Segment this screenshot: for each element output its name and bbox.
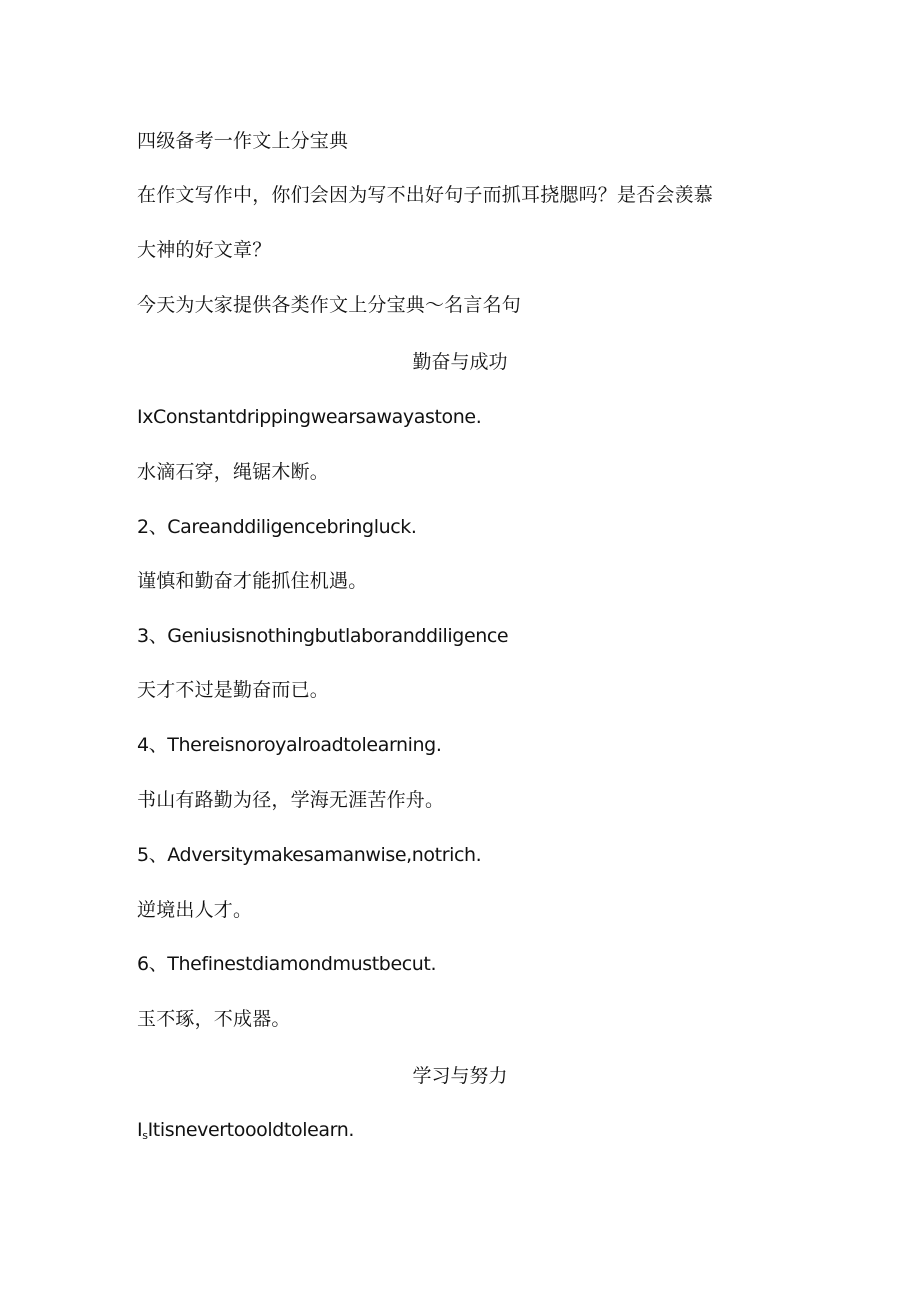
quote-zh-2: 谨慎和勤奋才能抓住机遇。 bbox=[137, 570, 368, 592]
quote-en-3: 3、Geniusisnothingbutlaboranddiligence bbox=[137, 625, 509, 647]
section-heading-diligence: 勤奋与成功 bbox=[412, 351, 508, 373]
quote-en-7-prefix: I bbox=[137, 1119, 143, 1141]
quote-zh-1: 水滴石穿，绳锯木断。 bbox=[137, 461, 330, 483]
section-heading-study: 学习与努力 bbox=[412, 1065, 508, 1087]
quote-en-5: 5、Adversitymakesamanwise,notrich. bbox=[137, 844, 482, 866]
quote-zh-3: 天才不过是勤奋而已。 bbox=[137, 679, 330, 701]
quote-en-7-subscript: s bbox=[142, 1129, 148, 1142]
quote-zh-6: 玉不琢，不成器。 bbox=[137, 1008, 291, 1030]
quote-zh-5: 逆境出人才。 bbox=[137, 899, 253, 921]
quote-zh-4: 书山有路勤为径，学海无涯苦作舟。 bbox=[137, 789, 445, 811]
intro-line-2: 大神的好文章？ bbox=[137, 239, 272, 261]
quote-en-4: 4、Thereisnoroyalroadtolearning. bbox=[137, 734, 442, 756]
quote-en-2: 2、Careanddiligencebringluck. bbox=[137, 516, 417, 538]
quote-en-7-text: Itisnevertoooldtolearn. bbox=[147, 1119, 354, 1141]
intro-line-3: 今天为大家提供各类作文上分宝典〜名言名句 bbox=[137, 294, 522, 316]
quote-en-7 bbox=[137, 1117, 354, 1149]
quote-en-1: IxConstantdrippingwearsawayastone. bbox=[137, 406, 482, 428]
doc-title: 四级备考一作文上分宝典 bbox=[137, 130, 349, 152]
quote-en-6: 6、Thefinestdiamondmustbecut. bbox=[137, 953, 437, 975]
intro-line-1: 在作文写作中，你们会因为写不出好句子而抓耳挠腮吗？是否会羡慕 bbox=[137, 184, 714, 206]
